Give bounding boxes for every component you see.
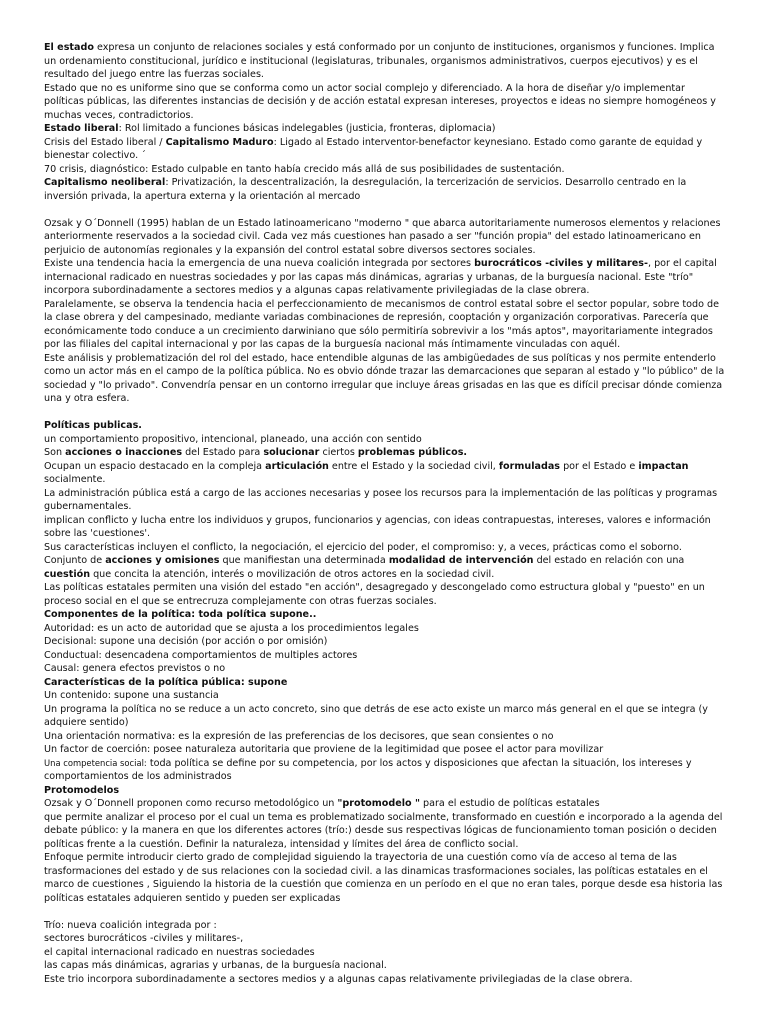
list-item: Una orientación normativa: es la expresión de las preferencias de los decisores, que sean consientes o no	[44, 730, 554, 742]
trio-line: las capas más dinámicas, agrarias y urbanas, de la burguesía nacional.	[44, 960, 387, 971]
text: entre el Estado y la sociedad civil,	[328, 460, 499, 472]
text: : Ligado al Estado interventor-benefactor keynesiano. Estado como garante de equidad y bienestar colectivo. ´	[44, 136, 703, 161]
blank-line	[44, 203, 726, 217]
term-protomodelo: "protomodelo "	[337, 798, 420, 809]
text: socialmente.	[44, 474, 106, 485]
paragraph-caracteristicas-conflicto: Sus características incluyen el conflicto, la negociación, el ejercicio del poder, el compromiso: y, a veces, prácticas como el soborno.	[44, 541, 682, 553]
term-articulacion: articulación	[265, 460, 329, 472]
list-item: Autoridad: es un acto de autoridad que se ajusta a los procedimientos legales	[44, 622, 419, 634]
paragraph-capitalismo-neoliberal	[44, 176, 726, 203]
paragraph-analisis-rol-estado: Este análisis y problematización del rol del estado, hace entendible algunas de las ambigüedades de sus políticas y nos permite entenderlo como un actor más en el campo de la política pública. No es obvio dónde trazar las demarcaciones que separan al estado y "lo público" de la sociedad y "lo privado". Convendría pensar en un contorno irregular que incluye áreas grisadas en las que es difícil precisar dónde comienza una y otra esfera.	[44, 352, 725, 404]
heading-caracteristicas: Características de la política pública: supone	[44, 676, 288, 688]
text: : Rol limitado a funciones básicas indelegables (justicia, fronteras, diplomacia)	[118, 123, 496, 134]
text: Existe una tendencia hacia la emergencia de una nueva coalición integrada por sectores	[44, 258, 475, 269]
paragraph-capitalismo-maduro	[44, 136, 726, 163]
paragraph-acciones-inacciones	[44, 446, 726, 460]
term-solucionar: solucionar	[263, 447, 320, 458]
list-item: Causal: genera efectos previstos o no	[44, 663, 226, 674]
text: Crisis del Estado liberal /	[44, 136, 166, 148]
list-item: Decisional: supone una decisión (por acción o por omisión)	[44, 636, 328, 647]
paragraph-protomodelo	[44, 797, 726, 811]
text: expresa un conjunto de relaciones sociales y está conformado por un conjunto de instituciones, organismos y funciones. Implica un ordenamiento constitucional, jurídico e institucional (legislaturas, tribunales, organismos administrativos, cuerpos ejecutivos) y es el resultado del juego entre las fuerzas sociales.	[44, 42, 715, 80]
text: , por el capital internacional radicado en nuestras sociedades y por las capas más dinámicas, agrarias y urbanas, de la burguesía nacional. Este "trío" incorpora subordinadamente a sectores medios y a algunas capas relativamente privilegiadas de la clase obrera.	[44, 258, 717, 296]
paragraph-control-estatal: Paralelamente, se observa la tendencia hacia el perfeccionamiento de mecanismos de control estatal sobre el sector popular, sobre todo de la clase obrera y del campesinado, mediante variadas combinaciones de represión, cooptación y organización corporativas. Parecería que económicamente todo conduce a un crecimiento darwiniano que sólo permitiría sobrevivir a los "más aptos", mayoritariamente integrados por las filiales del capital internacional y por las capas de la burguesía nacional más íntimamente vinculadas con aquél.	[44, 298, 720, 350]
term-acciones-omisiones: acciones y omisiones	[105, 555, 220, 566]
paragraph-estado-no-uniforme: Estado que no es uniforme sino que se conforma como un actor social complejo y diferenciado. A la hora de diseñar y/o implementar políticas públicas, las diferentes instancias de decisión y de acción estatal expresan intereses, proyectos e ideas no siempre homogéneos y muchas veces, contradictorios.	[44, 82, 716, 121]
paragraph-ozsak-odonnell: Ozsak y O´Donnell (1995) hablan de un Estado latinoamericano "moderno " que abarca autoritariamente numerosos elementos y relaciones anteriormente reservados a la sociedad civil. Cada vez más cuestiones han pasado a ser "función propia" del estado latinoamericano en perjuicio de autonomías regionales y la expansión del control estatal sobre diversos sectores sociales.	[44, 217, 721, 256]
paragraph-comportamiento: un comportamiento propositivo, intencional, planeado, una acción con sentido	[44, 433, 422, 445]
list-item: Un factor de coerción: posee naturaleza autoritaria que proviene de la legitimidad que posee el actor para movilizar	[44, 744, 604, 755]
term-capitalismo-neoliberal: Capitalismo neoliberal	[44, 177, 166, 188]
trio-line: el capital internacional radicado en nuestras sociedades	[44, 946, 315, 958]
text: Conjunto de	[44, 555, 106, 566]
text: para el estudio de políticas estatales	[419, 798, 600, 809]
term-capitalismo-maduro: Capitalismo Maduro	[165, 136, 274, 148]
text: : Privatización, la descentralización, la desregulación, la tercerización de servicios. Desarrollo centrado en la inversión privada, la apertura externa y la orientación al mercado	[44, 177, 687, 202]
text: del Estado para	[182, 447, 264, 458]
term-burocraticos: burocráticos -civiles y militares-	[474, 258, 648, 269]
term-problemas-publicos: problemas públicos.	[357, 447, 468, 458]
term-cuestion: cuestión	[44, 568, 91, 580]
text: ciertos	[319, 447, 358, 458]
term-modalidad-intervencion: modalidad de intervención	[388, 555, 534, 566]
trio-line: sectores burocráticos -civiles y militares-,	[44, 933, 244, 944]
list-item: Un programa la política no se reduce a un acto concreto, sino que detrás de ese acto existe un marco más general en el que se integra (y adquiere sentido)	[44, 703, 708, 728]
heading-protomodelos: Protomodelos	[44, 784, 120, 796]
paragraph-articulacion	[44, 460, 726, 487]
paragraph-nueva-coalicion	[44, 257, 726, 298]
paragraph-enfoque: Enfoque permite introducir cierto grado de complejidad siguiendo la trayectoria de una cuestión como vía de acceso al tema de las trasformaciones del estado y de sus relaciones con la sociedad civil. a las dinamicas trasformaciones sociales, las políticas estatales en el marco de cuestiones , Siguiendo la historia de la cuestión que comienza en un período en el que no eran tales, porque desde esa historia las políticas estatales adquieren sentido y pueden ser explicadas	[44, 852, 723, 904]
text: toda política se define por su competencia, por los actos y disposiciones que afectan la situación, los intereses y comportamientos de los administrados	[44, 757, 692, 782]
text: que concita la atención, interés o movilización de otros actores en la sociedad civil.	[90, 568, 495, 580]
paragraph-estado-liberal	[44, 122, 726, 136]
paragraph-acciones-omisiones	[44, 554, 726, 581]
paragraph-estado-definition	[44, 41, 726, 82]
trio-line: Trío: nueva coalición integrada por :	[44, 919, 217, 931]
term-competencia-social: Una competencia social:	[44, 757, 147, 768]
term-formuladas: formuladas	[498, 460, 561, 472]
paragraph-estado-en-accion: Las políticas estatales permiten una visión del estado "en acción", desagregado y descongelado como estructura global y "puesto" en un proceso social en el que se entrecruza complejamente con otras fuerzas sociales.	[44, 582, 705, 607]
text: por el Estado e	[560, 460, 639, 472]
text: Ozsak y O´Donnell proponen como recurso metodológico un	[44, 798, 338, 809]
heading-componentes: Componentes de la política: toda política supone..	[44, 609, 317, 620]
heading-politicas-publicas: Políticas publicas.	[44, 420, 142, 431]
text: Ocupan un espacio destacado en la compleja	[44, 460, 266, 472]
blank-line	[44, 905, 726, 919]
paragraph-administracion-publica: La administración pública está a cargo de las acciones necesarias y posee los recursos para la implementación de las políticas y programas gubernamentales.	[44, 487, 718, 512]
text: Son	[44, 447, 66, 458]
text: del estado en relación con una	[533, 555, 685, 566]
trio-line: Este trio incorpora subordinadamente a sectores medios y a algunas capas relativamente privilegiadas de la clase obrera.	[44, 973, 633, 985]
blank-line	[44, 406, 726, 420]
list-item: Conductual: desencadena comportamientos de multiples actores	[44, 649, 358, 661]
list-item	[44, 757, 726, 784]
term-estado-liberal: Estado liberal	[44, 123, 119, 134]
paragraph-proceso-problematizado: que permite analizar el proceso por el cual un tema es problematizado socialmente, transformado en cuestión e incorporado a la agenda del debate público: y la manera en que los diferentes actores (trío:) desde sus respectivas lógicas de funcionamiento toman posición o deciden políticas frente a la cuestión. Definir la naturaleza, intensidad y límites del área de conflicto social.	[44, 811, 723, 850]
paragraph-crisis-70: 70 crisis, diagnóstico: Estado culpable en tanto había crecido más allá de sus posibilidades de sustentación.	[44, 163, 565, 175]
list-item: Un contenido: supone una sustancia	[44, 690, 219, 701]
term-impactan: impactan	[638, 460, 689, 472]
text: que manifiestan una determinada	[219, 555, 389, 566]
term-acciones-inacciones: acciones o inacciones	[65, 447, 183, 458]
paragraph-conflicto-lucha: implican conflicto y lucha entre los individuos y grupos, funcionarios y agencias, con ideas contrapuestas, intereses, valores e información sobre las 'cuestiones'.	[44, 514, 711, 539]
term-estado: El estado	[44, 42, 94, 53]
